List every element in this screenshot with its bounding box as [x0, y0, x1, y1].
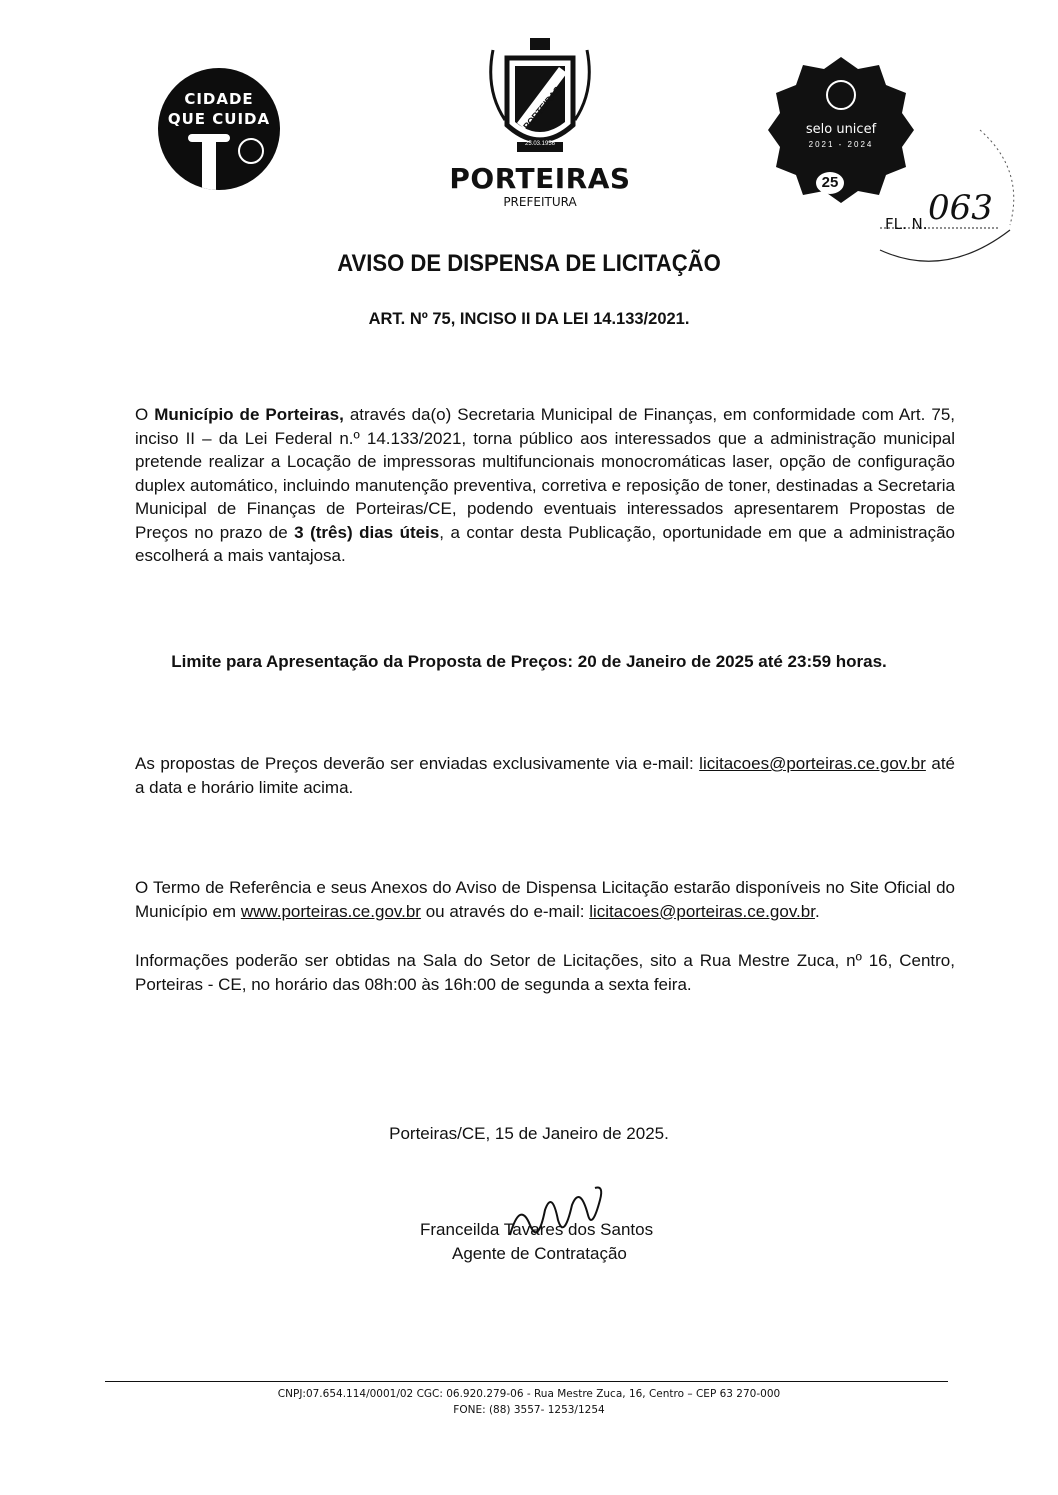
- email-link-2[interactable]: licitacoes@porteiras.ce.gov.br: [589, 901, 815, 921]
- p1-text2: através da(o) Secretaria Municipal de Finanças, em conformidade com Art. 75, inciso II – da Lei Federal n.º 14.133/2021, torna público aos interessados que a administração municipal pretende realizar a Locação de impressoras multifuncionais monocromáticas laser, opção de configuração duplex automático, incluindo manutenção preventiva, corretiva e reposição de toner, destinadas a Secretaria Municipal de Finanças de Porteiras/CE, podendo eventuais interessados apresentarem Propostas de Preços no prazo de: [135, 405, 956, 542]
- paragraph-intro: [135, 403, 955, 568]
- p2-text2: até a data e horário limite acima.: [135, 754, 955, 797]
- signature-block: [420, 1218, 653, 1266]
- site-link[interactable]: www.porteiras.ce.gov.br: [240, 901, 421, 921]
- logo-line1: CIDADE: [184, 90, 254, 108]
- brand-name: PORTEIRAS: [449, 162, 631, 195]
- p1-prazo: 3 (três) dias úteis: [294, 522, 440, 542]
- deadline-line: Limite para Apresentação da Proposta de Preços: 20 de Janeiro de 2025 até 23:59 horas.: [171, 652, 887, 671]
- unicef-badge: 25: [816, 172, 844, 194]
- p2-text1: As propostas de Preços deverão ser enviadas exclusivamente via e-mail:: [135, 754, 700, 773]
- place-date: Porteiras/CE, 15 de Janeiro de 2025.: [389, 1124, 669, 1143]
- signer-name: Franceilda Tavares dos Santos: [420, 1220, 654, 1239]
- crest-text: PORTEIRAS: [521, 84, 563, 132]
- crest-date: 25.03.1956: [524, 141, 556, 147]
- logo-heart-icon: [238, 138, 264, 164]
- unicef-years: 2021 - 2024: [808, 140, 874, 149]
- logo-figure-bar: [188, 134, 230, 142]
- logo-line2: QUE CUIDA: [167, 110, 271, 128]
- brand-subtitle: PREFEITURA: [503, 195, 577, 209]
- stamp-number: 063: [928, 188, 993, 228]
- cidade-que-cuida-logo: [158, 68, 280, 190]
- email-link[interactable]: licitacoes@porteiras.ce.gov.br: [699, 754, 926, 773]
- p3-text3: .: [814, 901, 820, 921]
- p1-municipio: Município de Porteiras,: [154, 405, 344, 424]
- footer-divider: [105, 1381, 948, 1382]
- document-subtitle: ART. Nº 75, INCISO II DA LEI 14.133/2021.: [368, 310, 690, 328]
- p1-text1: O: [135, 405, 155, 424]
- footer-line1: CNPJ:07.654.114/0001/02 CGC: 06.920.279-06 - Rua Mestre Zuca, 16, Centro – CEP 63 270-000: [277, 1388, 781, 1400]
- logo-figure-icon: [202, 138, 216, 190]
- document-title: AVISO DE DISPENSA DE LICITAÇÃO: [337, 250, 721, 277]
- stamp-label: FL. N.: [885, 215, 928, 233]
- p1-text3: , a contar desta Publicação, oportunidade em que a administração escolherá a mais vantajosa.: [135, 522, 955, 565]
- p3-text2: ou através do e-mail:: [420, 901, 590, 921]
- paragraph-site: [135, 876, 955, 923]
- signer-role: Agente de Contratação: [452, 1244, 627, 1263]
- unicef-label: selo unicef: [805, 122, 877, 137]
- paragraph-email: [135, 752, 955, 799]
- p3-text1: O Termo de Referência e seus Anexos do Aviso de Dispensa Licitação estarão disponíveis no Site Oficial do Município em: [135, 878, 955, 921]
- footer-line2: FONE: (88) 3557- 1253/1254: [453, 1404, 605, 1416]
- paragraph-info: Informações poderão ser obtidas na Sala do Setor de Licitações, sito a Rua Mestre Zuca, nº 16, Centro, Porteiras - CE, no horário das 08h:00 às 16h:00 de segunda a sexta feira.: [135, 951, 955, 994]
